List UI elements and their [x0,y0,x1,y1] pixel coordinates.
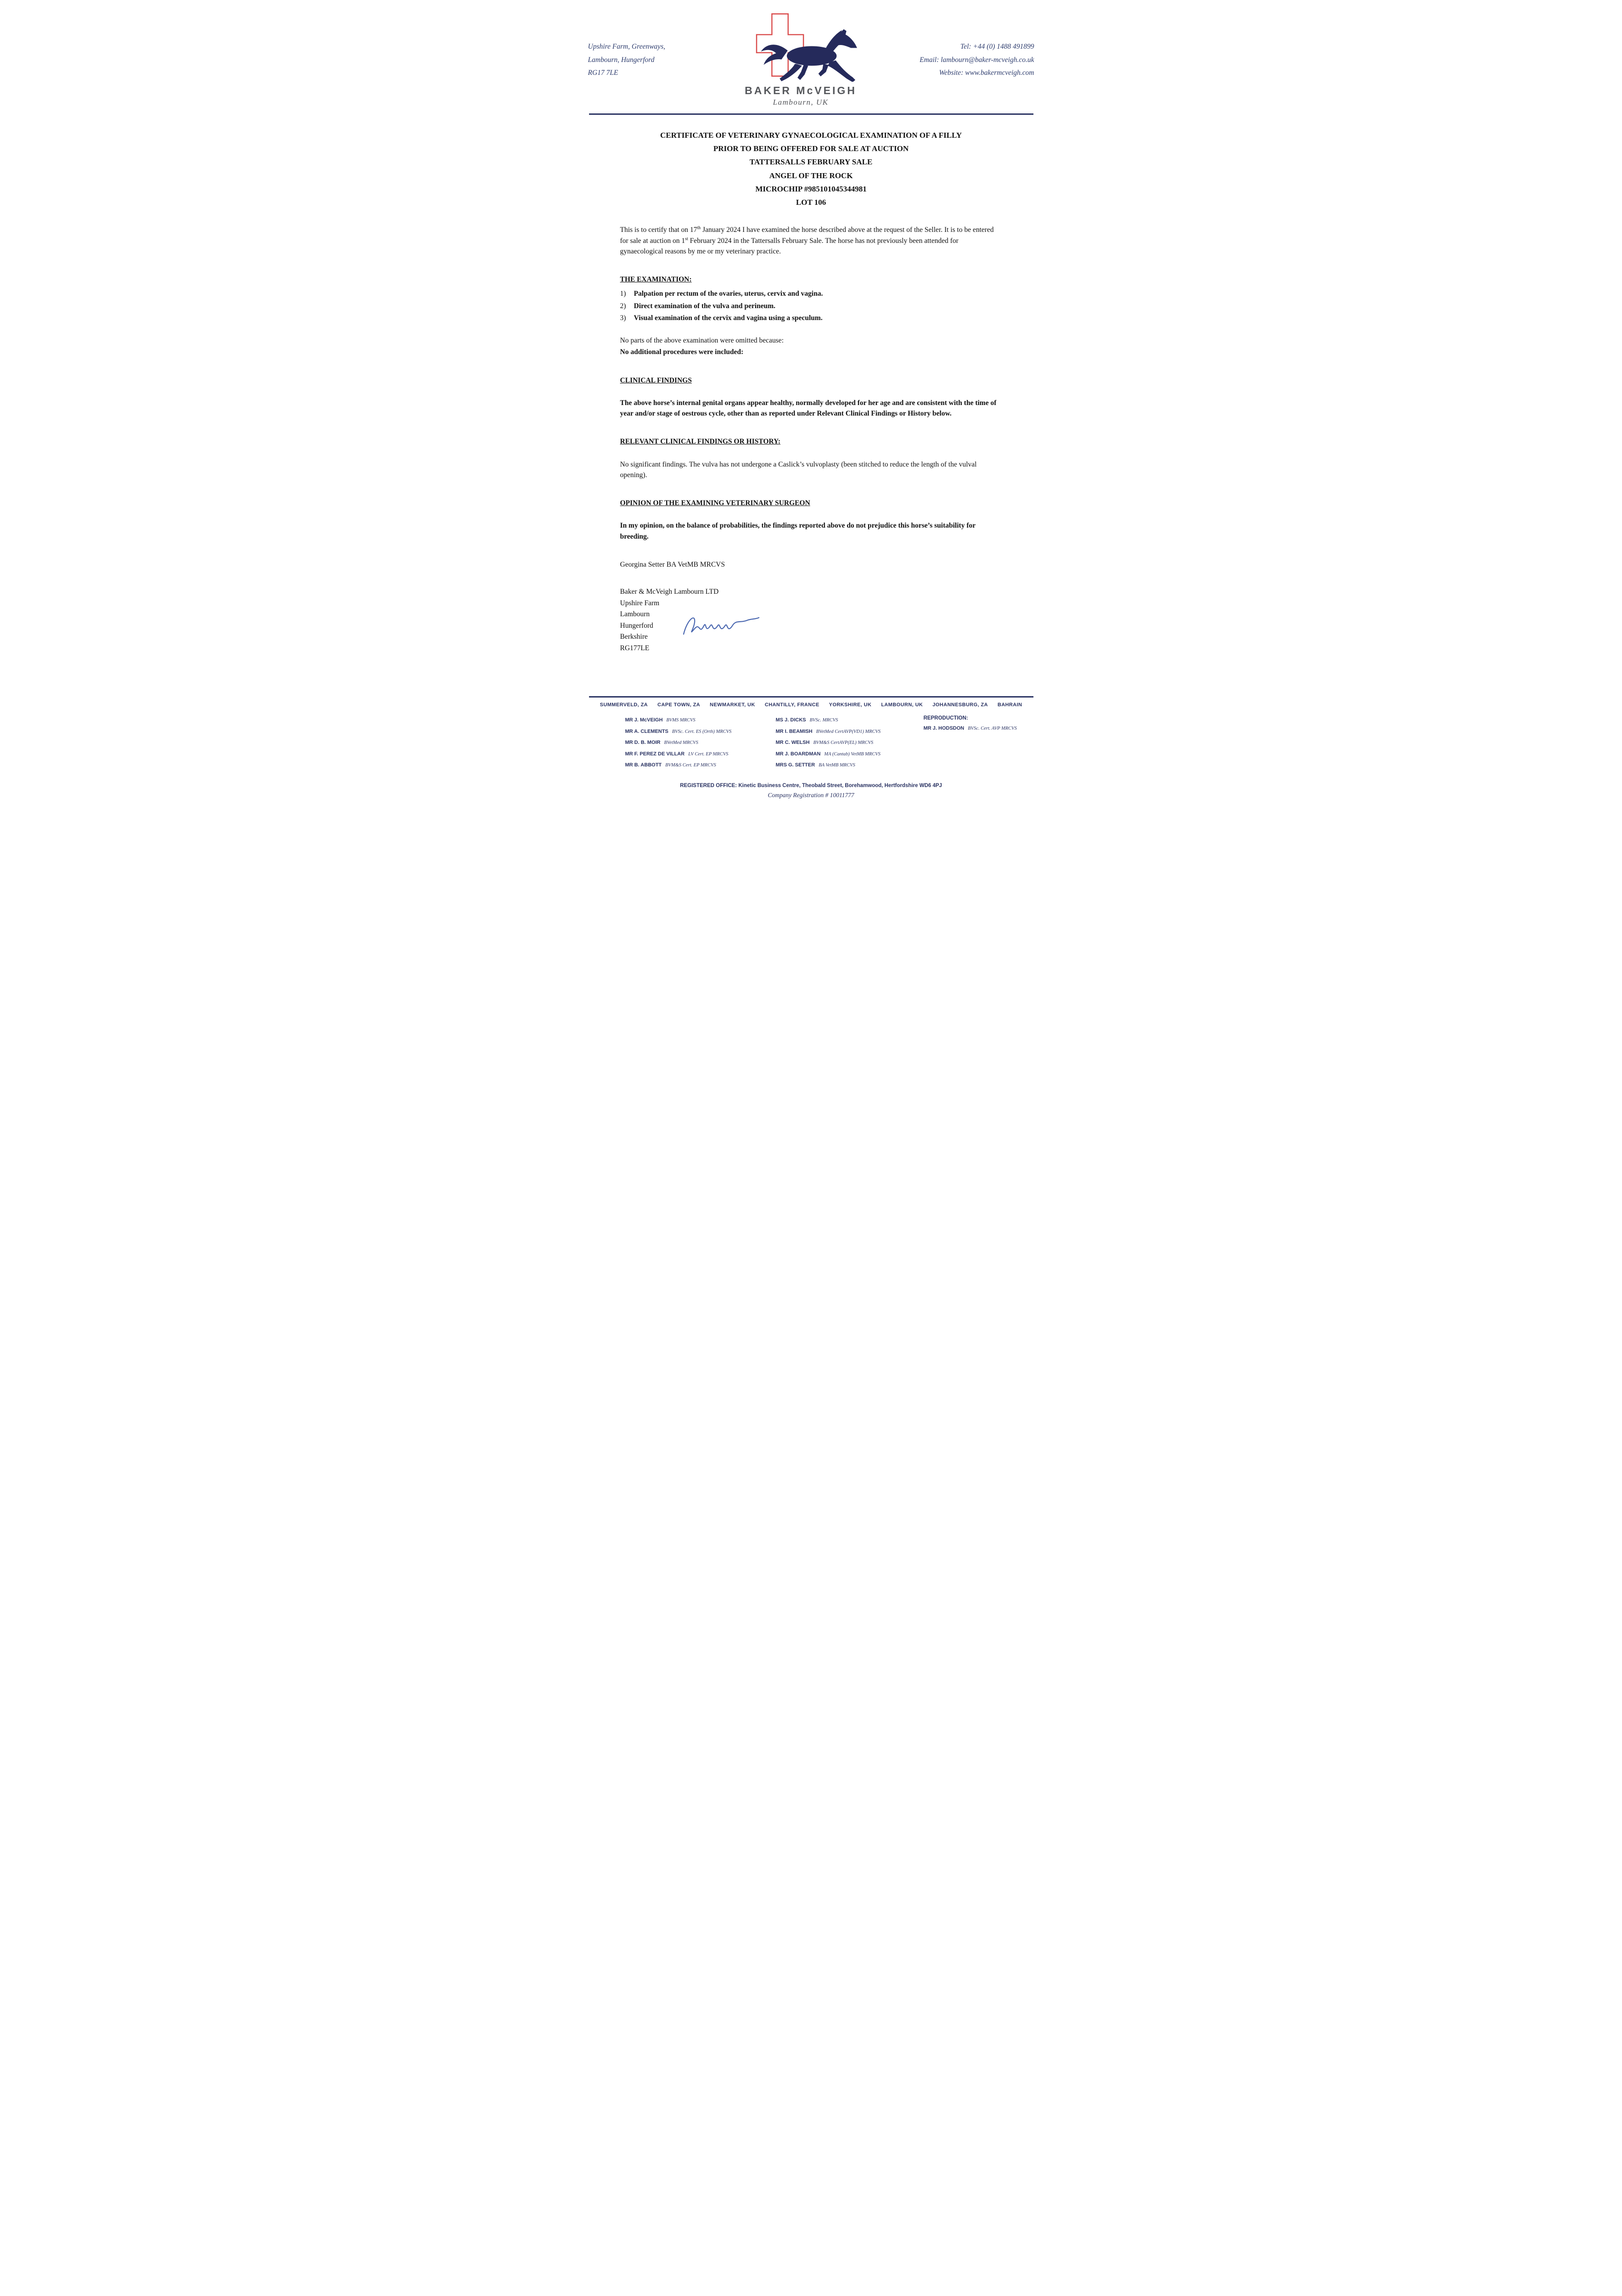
item-number: 2) [620,302,626,310]
staff-name: MS J. DICKS [775,717,806,723]
staff-qualification: BVetMed MRCVS [664,740,698,746]
website-line: Website: www.bakermcveigh.com [939,69,1034,77]
clinical-findings-body: The above horse’s internal genital organs appear healthy, normally developed for her age and are consistent with the time of year and/or stage of oestrous cycle, other than as reported under Relevant Clinical Findings or History below. [620,399,997,418]
staff-qualification: BA VetMB MRCVS [819,763,855,768]
clinical-findings-heading: CLINICAL FINDINGS [620,376,692,384]
examination-item [620,288,1002,299]
staff-column-2 [776,715,924,772]
company-address-line: Baker & McVeigh Lambourn LTD [620,588,719,596]
staff-name: MR I. BEAMISH [775,728,813,734]
item-text: Palpation per rectum of the ovaries, uterus, cervix and vagina. [634,290,823,298]
header-divider [589,113,1033,115]
certificate-page [559,0,1064,812]
letterhead [559,0,1064,107]
opinion-body: In my opinion, on the balance of probabilities, the findings reported above do not prejudice this horse’s suitability for breeding. [620,522,976,540]
horse-name: ANGEL OF THE ROCK [769,171,853,180]
registered-office-line: REGISTERED OFFICE: Kinetic Business Centre, Theobald Street, Borehamwood, Hertfordshire WD6 4PJ [680,782,942,788]
footer-divider [589,696,1033,698]
staff-name: MR J. BOARDMAN [775,751,821,757]
location: SUMMERVELD, ZA [600,702,648,708]
staff-qualification: BVMS MRCVS [666,718,696,723]
staff-entry [776,738,924,747]
title-line-2: PRIOR TO BEING OFFERED FOR SALE AT AUCTION [713,144,909,153]
staff-qualification: BVSc. Cert. ES (Orth) MRCVS [672,729,732,734]
staff-entry [625,760,776,770]
signature-scribble [680,610,763,642]
staff-entry [625,738,776,747]
title-block [559,129,1064,209]
staff-entry [625,727,776,736]
staff-name: MR J. McVEIGH [625,717,663,723]
staff-column-1 [625,715,776,772]
staff-qualification: BVetMed CertAVP(VD1) MRCVS [816,729,881,734]
staff-qualification: BVSc. Cert. AVP MRCVS [968,726,1017,732]
staff-qualification: MA (Cantab) VetMB MRCVS [824,751,881,757]
staff-name: MR F. PEREZ DE VILLAR [625,751,685,757]
staff-entry [776,715,924,725]
staff-entry [776,749,924,759]
location: NEWMARKET, UK [710,702,755,708]
logo-art [732,12,870,83]
company-address-line: Hungerford [620,621,653,630]
staff-qualification: BVM&S Cert. EP MRCVS [665,763,716,768]
staff-qualification: BVM&S CertAVP(EL) MRCVS [813,740,874,746]
ordinal-suffix: th [697,225,701,231]
staff-directory [559,715,1064,772]
title-line-1: CERTIFICATE OF VETERINARY GYNAECOLOGICAL EXAMINATION OF A FILLY [660,131,962,140]
location: CHANTILLY, FRANCE [764,702,819,708]
company-address-line: Berkshire [620,633,648,641]
staff-name: MRS G. SETTER [775,762,815,768]
lot-number: LOT 106 [796,198,826,207]
company-registration-line: Company Registration # 10011777 [768,791,854,799]
location: BAHRAIN [997,702,1022,708]
staff-name: MR B. ABBOTT [625,762,662,768]
certify-text: January 2024 I have examined the horse described above at the request of the Seller. It is to be entered for sale at auction on 1 [620,226,994,245]
staff-name: MR J. HODSDON [923,726,965,732]
location: JOHANNESBURG, ZA [932,702,988,708]
office-locations [559,702,1064,708]
certificate-body [559,225,1064,654]
company-location: Lambourn, UK [773,98,829,107]
company-address-line: RG177LE [620,644,650,652]
certify-text: February 2024 in the Tattersalls February Sale. The horse has not previously been attended for gynaecological reasons by me or my veterinary practice. [620,236,959,255]
staff-entry [625,715,776,725]
company-address-line: Lambourn [620,610,650,619]
vet-name: Georgina Setter BA VetMB MRCVS [620,560,725,568]
staff-qualification: BVSc. MRCVS [809,718,838,723]
sale-name: TATTERSALLS FEBRUARY SALE [749,158,873,167]
opinion-heading: OPINION OF THE EXAMINING VETERINARY SURGEON [620,499,810,507]
email-line: Email: lambourn@baker-mcveigh.co.uk [920,56,1034,64]
address-line: Upshire Farm, Greenways, [588,43,665,51]
address-line: Lambourn, Hungerford [588,56,655,64]
staff-entry [625,749,776,759]
relevant-findings-heading: RELEVANT CLINICAL FINDINGS OR HISTORY: [620,438,780,446]
contact-info [897,40,1034,80]
location: LAMBOURN, UK [881,702,923,708]
examination-heading: THE EXAMINATION: [620,276,692,284]
examination-item [620,313,1002,323]
location: YORKSHIRE, UK [829,702,872,708]
staff-name: MR D. B. MOIR [625,740,661,746]
staff-name: MR C. WELSH [775,740,810,746]
staff-entry [924,724,1023,733]
staff-column-reproduction [924,715,1023,772]
additional-procedures-line: No additional procedures were included: [620,348,744,356]
staff-qualification: LV Cert. EP MRCVS [688,751,729,757]
logo [705,12,897,107]
item-text: Visual examination of the cervix and vagina using a speculum. [634,314,823,322]
reproduction-heading: REPRODUCTION: [923,715,968,721]
staff-entry [776,727,924,736]
tel-line: Tel: +44 (0) 1488 491899 [960,43,1034,51]
staff-name: MR A. CLEMENTS [625,728,668,734]
sender-address [588,40,705,80]
omitted-line: No parts of the above examination were omitted because: [620,337,784,345]
certify-paragraph [620,225,1002,257]
item-number: 1) [620,290,626,298]
location: CAPE TOWN, ZA [657,702,701,708]
certify-text: This is to certify that on 17 [620,226,697,234]
company-name: BAKER McVEIGH [745,84,857,96]
relevant-findings-body: No significant findings. The vulva has not undergone a Caslick’s vulvoplasty (been stitched to reduce the length of the vulval opening). [620,460,977,479]
item-number: 3) [620,314,626,322]
item-text: Direct examination of the vulva and perineum. [634,302,775,310]
staff-entry [776,760,924,770]
microchip-number: MICROCHIP #985101045344981 [755,184,867,193]
address-line: RG17 7LE [588,69,618,77]
examination-item [620,301,1002,311]
ordinal-suffix: st [685,236,688,242]
footer [559,696,1064,799]
company-address-line: Upshire Farm [620,599,660,607]
horse-icon [758,24,867,82]
company-address-block [620,586,1002,654]
examination-list [620,288,1002,323]
